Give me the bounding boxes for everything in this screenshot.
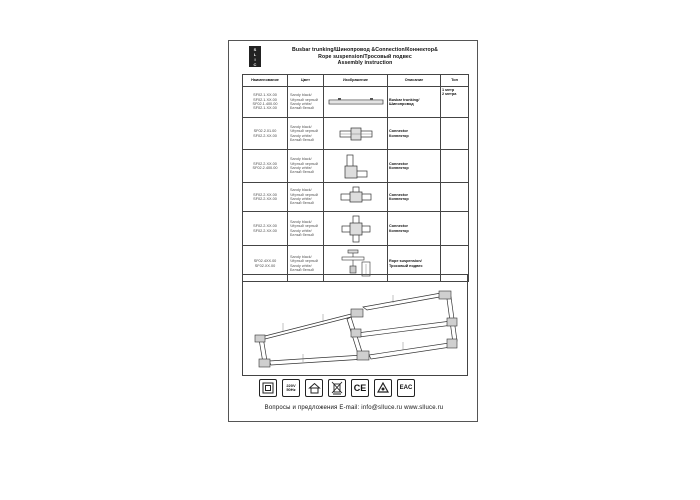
color-text: Чёрный черный [290,129,318,134]
track-assembly-diagram [243,275,467,375]
article-number: SF02.2.XX.00 [253,161,277,166]
table-row [243,183,469,212]
description-text: Rope suspension/ [389,259,422,264]
color-text: Чёрный черный [290,192,318,197]
description-text: Шинопровод [389,102,414,106]
article-cell [243,118,288,150]
color-text: Sandy white/ [290,263,312,268]
description-text: Connector [389,161,408,166]
color-cell [288,150,324,183]
article-cell [243,87,288,118]
instruction-sheet [228,40,478,422]
color-text: Sandy black/ [290,254,312,259]
article-number: SF02.1.XX.00 [253,106,277,111]
article-number: SF02.2.XX.00 [253,192,277,197]
article-number: SF02.1.XX.00 [253,93,277,98]
table-row [243,87,469,118]
article-number: SF02.1.XX.00 [253,97,277,102]
type-cell [441,183,469,212]
description-text: Коннектор [389,197,409,201]
column-header: Описание [388,75,441,87]
logo-letter: S [253,46,257,52]
table-row [243,150,469,183]
column-header: Изображение [324,75,388,87]
color-text: Чёрный черный [290,224,318,229]
assembly-diagram [242,274,468,376]
logo-letter: C [253,61,257,67]
description-text: Коннектор [389,228,409,233]
busbar-track-icon [326,95,386,109]
description-text: Connector [389,192,408,197]
article-number: SF02.4XX.00 [253,259,277,264]
column-header: Тип [441,75,469,87]
description-text: Connector [389,129,408,134]
description-text: Коннектор [389,166,409,170]
color-text: Sandy white/ [290,133,312,138]
recycle-icon [374,379,392,397]
color-cell [288,87,324,118]
color-text: Sandy black/ [290,188,312,193]
color-text: Sandy black/ [290,157,312,162]
straight-connector-icon [336,122,376,146]
parts-table [242,74,469,282]
description-text: Busbar trunking/ [389,97,420,102]
type-cell [441,212,469,246]
description-text: Коннектор [389,133,409,138]
l-connector-icon [341,152,371,180]
voltage-rating-icon [282,379,300,397]
table-row [243,118,469,150]
table-header-row [243,75,469,87]
description-cell [388,150,441,183]
type-text: 1 метр [442,88,455,92]
indoor-use-icon [305,379,323,397]
article-number: SF02.2.400.00 [252,166,278,170]
type-cell [441,118,469,150]
eac-label: EAC [399,384,413,391]
color-text: Чёрный черный [290,161,318,166]
contact-footer: Вопросы и предложения E-mail: info@slluce.ru www.slluce.ru [264,405,444,411]
voltage-label: 220V 50Hz [286,382,296,392]
article-number: SF02.1.400.00 [252,102,278,106]
image-cell [324,150,388,183]
article-number: SF02.XX.00 [254,263,276,268]
brand-logo [249,46,261,67]
color-text: Sandy black/ [290,219,312,224]
description-text: Connector [389,224,408,229]
color-text: Sandy black/ [290,124,312,129]
article-cell [243,150,288,183]
certification-marks [259,379,415,399]
color-text: Sandy white/ [290,197,312,201]
column-header: Цвет [288,75,324,87]
eac-mark-icon [397,379,415,397]
description-cell [388,118,441,150]
color-text: Sandy white/ [290,228,312,233]
image-cell [324,212,388,246]
image-cell [324,183,388,212]
color-cell [288,183,324,212]
class-ii-insulation-icon [259,379,277,397]
t-connector-icon [338,184,374,210]
title-line: Rope suspension/Тросовый подвес [318,53,412,60]
logo-letter: L [253,51,257,57]
article-cell [243,183,288,212]
article-cell [243,212,288,246]
ce-label: CE [353,382,367,393]
x-connector-icon [339,214,373,244]
color-text: Белый белый [290,232,314,237]
color-text: Чёрный черный [290,97,318,102]
image-cell [324,87,388,118]
color-text: Белый белый [290,106,314,111]
color-text: Sandy black/ [290,93,312,98]
color-text: Белый белый [290,137,314,142]
document-title [265,47,465,67]
color-text: Чёрный черный [290,259,318,264]
table-row [243,212,469,246]
color-text: Белый белый [290,201,314,206]
type-text: 2 метра [442,92,457,97]
column-header: Наименование [243,75,288,87]
article-number: SF02.2.XX.00 [253,197,277,201]
ce-mark-icon [351,379,369,397]
article-number: SF02.2.XX.00 [253,133,277,138]
description-cell [388,183,441,212]
color-text: Sandy white/ [290,102,312,106]
image-cell [324,118,388,150]
article-number: SF02.2.01.00 [253,129,277,134]
type-cell [441,87,469,118]
color-text: Белый белый [290,267,314,272]
weee-bin-icon [328,379,346,397]
description-cell [388,212,441,246]
color-cell [288,212,324,246]
article-number: SF02.2.XX.00 [253,224,277,229]
type-cell [441,150,469,183]
title-line: Assembly instruction [337,60,393,67]
color-cell [288,118,324,150]
title-line: Busbar trunking/Шинопровод &Connection/Коннектор& [292,47,438,53]
color-text: Sandy white/ [290,166,312,170]
logo-letter: I [254,56,256,62]
description-text: Тросовый подвес [389,263,423,268]
article-number: SF02.2.XX.00 [253,228,277,233]
color-text: Белый белый [290,170,314,175]
description-cell [388,87,441,118]
